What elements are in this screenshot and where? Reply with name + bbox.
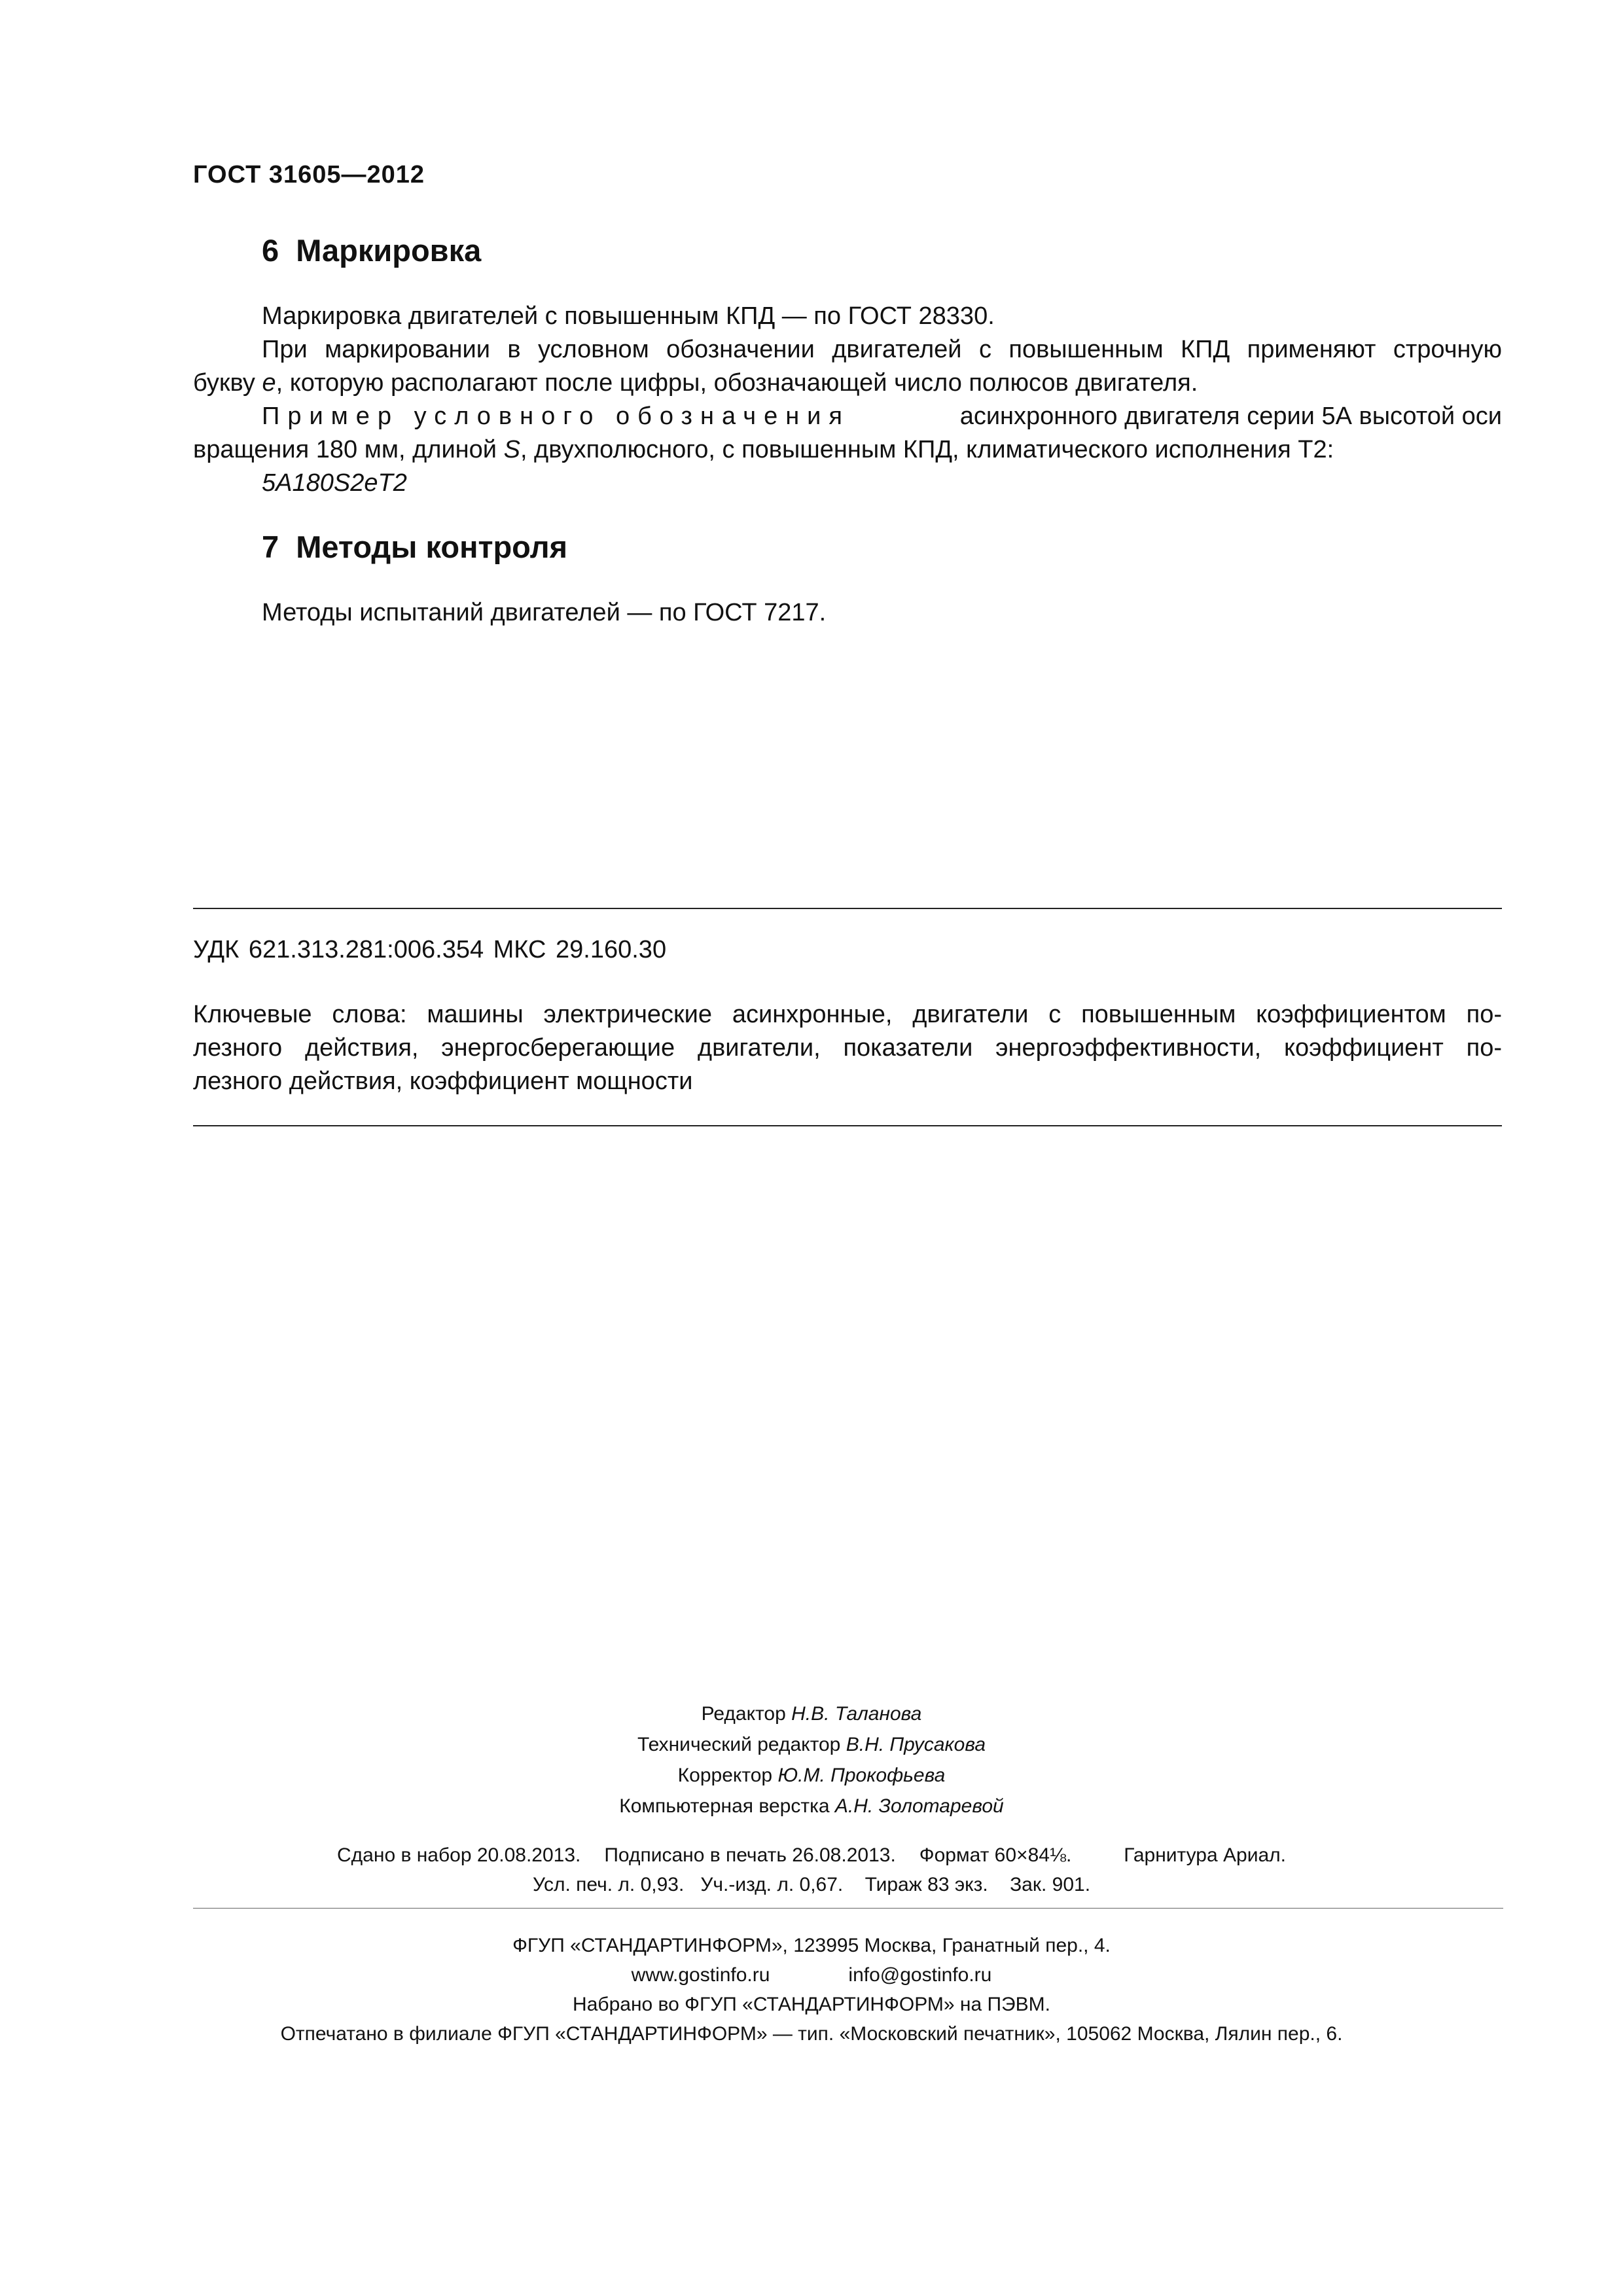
example-line-2: [193, 433, 1502, 467]
credit-label: Редактор: [701, 1703, 786, 1725]
imprint-order: Зак. 901.: [1010, 1874, 1091, 1895]
section-6-example: [193, 400, 1502, 500]
credit-name: Ю.М. Прокофьева: [777, 1765, 946, 1786]
keywords-line-1: Ключевые слова: машины электрические асинхронные, двигатели с повышенным коэффициентом по-: [193, 1001, 1502, 1028]
section-7-number: 7: [262, 529, 279, 564]
text-span: вращения 180 мм, длиной: [193, 436, 504, 463]
imprint-signed: Подписано в печать 26.08.2013.: [604, 1844, 896, 1866]
section-7-heading: [262, 529, 567, 565]
text-span: , которую располагают после цифры, обозначающей число полюсов двигателя.: [276, 369, 1198, 397]
publisher-typeset: Набрано во ФГУП «СТАНДАРТИНФОРМ» на ПЭВМ.: [573, 1994, 1050, 2015]
imprint-line-2: [209, 1870, 1414, 1899]
credit-label: Технический редактор: [637, 1734, 841, 1755]
example-label: Пример условного обозначения: [262, 403, 850, 430]
credit-name: В.Н. Прусакова: [846, 1734, 986, 1755]
section-7-paragraph-1: Методы испытаний двигателей — по ГОСТ 7217.: [262, 599, 827, 626]
example-code: 5А180S2еТ2: [262, 469, 407, 497]
section-6-paragraph-2: [193, 333, 1502, 400]
imprint-line-1: [209, 1840, 1414, 1870]
text-span: букву: [193, 369, 262, 397]
corrector-line: [209, 1760, 1414, 1791]
imprint-pub-sheets: Уч.-изд. л. 0,67.: [700, 1874, 844, 1895]
paragraph-2-line-1: При маркировании в условном обозначении двигателей с повышенным КПД применяют строчную: [262, 336, 1502, 363]
section-6-paragraph-1: Маркировка двигателей с повышенным КПД — по ГОСТ 28330.: [262, 302, 995, 330]
keywords-line-2: лезного действия, энергосберегающие двигатели, показатели энергоэффективности, коэффициент по-: [193, 1034, 1502, 1062]
website-link[interactable]: www.gostinfo.ru: [631, 1964, 770, 1986]
imprint-block: [209, 1840, 1414, 1899]
section-6-title: Маркировка: [296, 233, 482, 268]
section-6-heading: [262, 232, 481, 268]
example-line-1: [193, 400, 1502, 433]
layout-line: [209, 1791, 1414, 1821]
divider-top: [193, 908, 1502, 909]
email-link[interactable]: info@gostinfo.ru: [848, 1964, 992, 1986]
italic-letter: S: [503, 436, 520, 463]
example-line-1-rest: асинхронного двигателя серии 5А высотой оси: [959, 403, 1502, 430]
editor-line: [209, 1698, 1414, 1729]
credit-label: Корректор: [677, 1765, 773, 1786]
credit-name: Н.В. Таланова: [791, 1703, 922, 1725]
italic-letter: е: [262, 369, 276, 397]
keywords-block: [193, 998, 1502, 1098]
section-6-number: 6: [262, 233, 279, 268]
divider-publisher: [193, 1908, 1503, 1909]
imprint-run: Тираж 83 экз.: [865, 1874, 988, 1895]
credits-block: [209, 1698, 1414, 1821]
credit-label: Компьютерная верстка: [619, 1795, 830, 1817]
divider-bottom: [193, 1125, 1502, 1126]
tech-editor-line: [209, 1729, 1414, 1760]
udk-classification: УДК 621.313.281:006.354 МКС 29.160.30: [193, 936, 667, 963]
text-span: , двухполюсного, с повышенным КПД, климатического исполнения Т2:: [520, 436, 1334, 463]
publisher-address: ФГУП «СТАНДАРТИНФОРМ», 123995 Москва, Гранатный пер., 4.: [512, 1935, 1111, 1956]
paragraph-2-line-2: [193, 367, 1502, 400]
imprint-submitted: Сдано в набор 20.08.2013.: [337, 1844, 581, 1866]
keywords-line-3: лезного действия, коэффициент мощности: [193, 1067, 693, 1095]
imprint-format: Формат 60×84⅛.: [919, 1844, 1072, 1866]
publisher-printed: Отпечатано в филиале ФГУП «СТАНДАРТИНФОРМ» — тип. «Московский печатник», 105062 Москва, Лялин пер., 6.: [280, 2023, 1343, 2045]
imprint-typeface: Гарнитура Ариал.: [1124, 1844, 1286, 1866]
publisher-block: [157, 1931, 1466, 2049]
publisher-contacts: [157, 1960, 1466, 1990]
imprint-print-sheets: Усл. печ. л. 0,93.: [532, 1874, 685, 1895]
section-7-title: Методы контроля: [296, 529, 568, 564]
document-code: ГОСТ 31605—2012: [193, 161, 425, 188]
credit-name: А.Н. Золотаревой: [834, 1795, 1004, 1817]
